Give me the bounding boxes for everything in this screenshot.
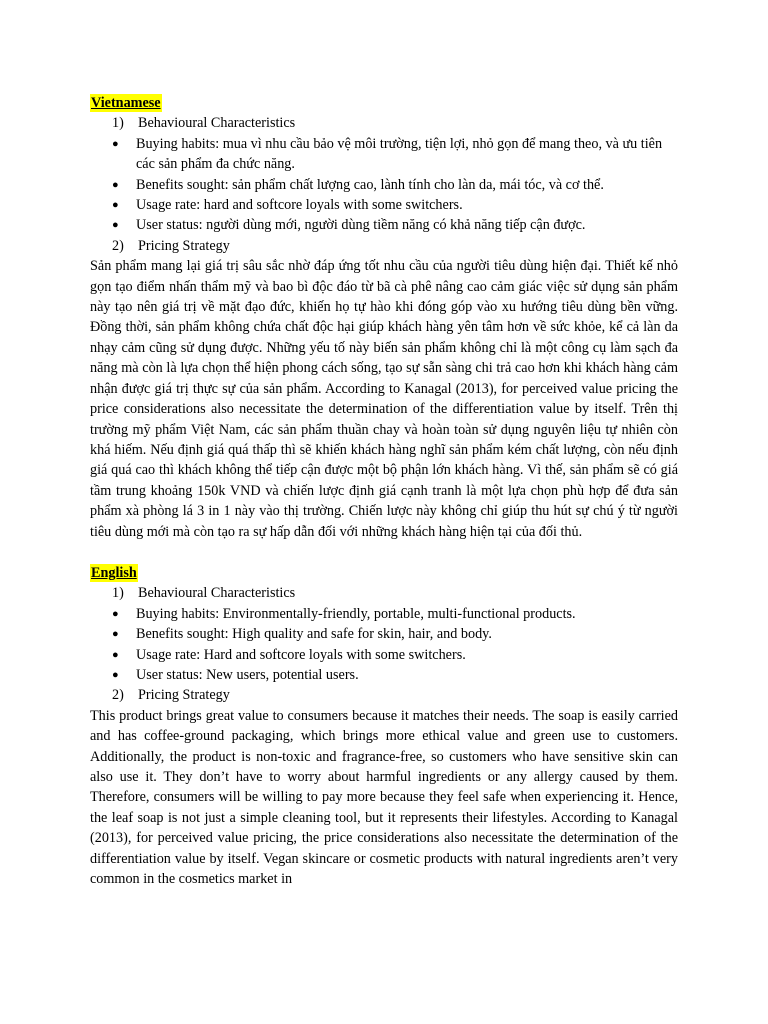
en-pricing-paragraph: This product brings great value to consumers because it matches their needs. The soap is easily carried and has coffee-ground packaging, which brings more ethical value and green use to customers. Additionally, the product is non-toxic and fragrance-free, so customers who have sensitive skin can also use it. They don’t have to worry about harmful ingredients or any allergy caused by them. Therefore, consumers will be willing to pay more because they feel safe when experiencing it. Hence, the leaf soap is not just a simple cleaning tool, but it represents their lifestyles. According to Kanagal (2013), for perceived value pricing, the price considerations also necessitate the determination of the differentiation value by itself. Vegan skincare or cosmetic products with natural ingredients aren’t very common in the cosmetics market in: [90, 707, 678, 888]
vi-heading-pricing: [90, 236, 678, 256]
vi-bullet-buying-habits: [90, 134, 678, 175]
vietnamese-title: Vietnamese: [91, 95, 161, 111]
bullet-icon: ●: [112, 199, 119, 212]
vi-bullet-text: Buying habits: mua vì nhu cầu bảo vệ môi trường, tiện lợi, nhỏ gọn để mang theo, và ưu tiên các sản phẩm đa chức năng.: [136, 135, 663, 173]
en-heading-pricing-text: Pricing Strategy: [138, 687, 230, 704]
en-bullet-text: Buying habits: Environmentally-friendly, portable, multi-functional products.: [136, 605, 576, 622]
vi-bullet-benefits-sought: [90, 175, 678, 195]
en-heading-pricing: [90, 685, 678, 705]
vi-bullet-user-status: [90, 215, 678, 235]
en-heading-behavioural: [90, 583, 678, 603]
bullet-icon: ●: [112, 219, 119, 232]
english-title: English: [91, 564, 137, 581]
en-bullet-buying-habits: [90, 604, 678, 624]
en-heading-behavioural-text: Behavioural Characteristics: [138, 585, 296, 602]
vietnamese-section: [90, 93, 678, 542]
en-bullet-text: Usage rate: Hard and softcore loyals with some switchers.: [136, 646, 466, 663]
vi-pricing-paragraph: Sản phẩm mang lại giá trị sâu sắc nhờ đáp ứng tốt nhu cầu của người tiêu dùng hiện đại. Thiết kế nhỏ gọn tạo điểm nhấn thẩm mỹ và bao bì độc đáo từ bã cà phê nâng cao cảm giác việc sử dụng sản phẩm này tạo nên giá trị về mặt đạo đức, khiến họ tự hào khi đóng góp vào xu hướng tiêu dùng bền vững. Đồng thời, sản phẩm không chứa chất độc hại giúp khách hàng yên tâm hơn về sức khỏe, kể cả làn da nhạy cảm cũng sử dụng được. Những yếu tố này biến sản phẩm không chỉ là một công cụ làm sạch đa năng mà còn là lựa chọn thể hiện phong cách sống, tạo sự sẵn sàng chi trả cao hơn khi khách hàng cảm nhận được giá trị thực sự của sản phẩm. According to Kanagal (2013), for perceived value pricing the price considerations also necessitate the determination of the differentiation value by itself. Trên thị trường mỹ phẩm Việt Nam, các sản phẩm thuần chay và hoàn toàn sử dụng nguyên liệu tự nhiên còn khá hiếm. Nếu định giá quá thấp thì sẽ khiến khách hàng nghĩ sản phẩm kém chất lượng, còn nếu định giá quá cao thì khách không thể tiếp cận được một bộ phận lớn khách hàng. Vì thế, sản phẩm sẽ có giá tầm trung khoảng 150k VND và chiến lược định giá cạnh tranh là một lựa chọn phù hợp để đưa sản phẩm xà phòng lá 3 in 1 này vào thị trường. Chiến lược này không chỉ giúp thu hút sự chú ý từ người tiêu dùng mới mà còn tạo ra sự hấp dẫn đối với những khách hàng hiện tại của đối thủ.: [90, 258, 678, 540]
en-bullet-text: User status: New users, potential users.: [136, 666, 359, 683]
vi-heading-pricing-number: 2): [112, 237, 124, 254]
vi-bullet-text: Benefits sought: sản phẩm chất lượng cao, lành tính cho làn da, mái tóc, và cơ thể.: [136, 176, 604, 193]
vi-bullet-text: User status: người dùng mới, người dùng tiềm năng có khả năng tiếp cận được.: [136, 217, 586, 234]
vi-heading-behavioural-text: Behavioural Characteristics: [138, 115, 296, 132]
en-bullet-usage-rate: [90, 645, 678, 665]
en-heading-pricing-number: 2): [112, 687, 124, 704]
bullet-icon: ●: [112, 668, 119, 681]
en-bullet-benefits-sought: [90, 624, 678, 644]
vi-bullet-text: Usage rate: hard and softcore loyals with some switchers.: [136, 197, 463, 214]
bullet-icon: ●: [112, 648, 119, 661]
section-spacer: [90, 542, 678, 563]
en-heading-behavioural-number: 1): [112, 585, 124, 602]
bullet-icon: ●: [112, 628, 119, 641]
vi-bullet-usage-rate: [90, 195, 678, 215]
en-bullet-user-status: [90, 665, 678, 685]
english-section: [90, 563, 678, 890]
vi-heading-behavioural: [90, 113, 678, 133]
bullet-icon: ●: [112, 137, 119, 150]
bullet-icon: ●: [112, 178, 119, 191]
bullet-icon: ●: [112, 607, 119, 620]
vi-heading-behavioural-number: 1): [112, 115, 124, 132]
en-bullet-text: Benefits sought: High quality and safe for skin, hair, and body.: [136, 626, 492, 643]
document-page: [90, 93, 678, 889]
vi-heading-pricing-text: Pricing Strategy: [138, 237, 230, 254]
